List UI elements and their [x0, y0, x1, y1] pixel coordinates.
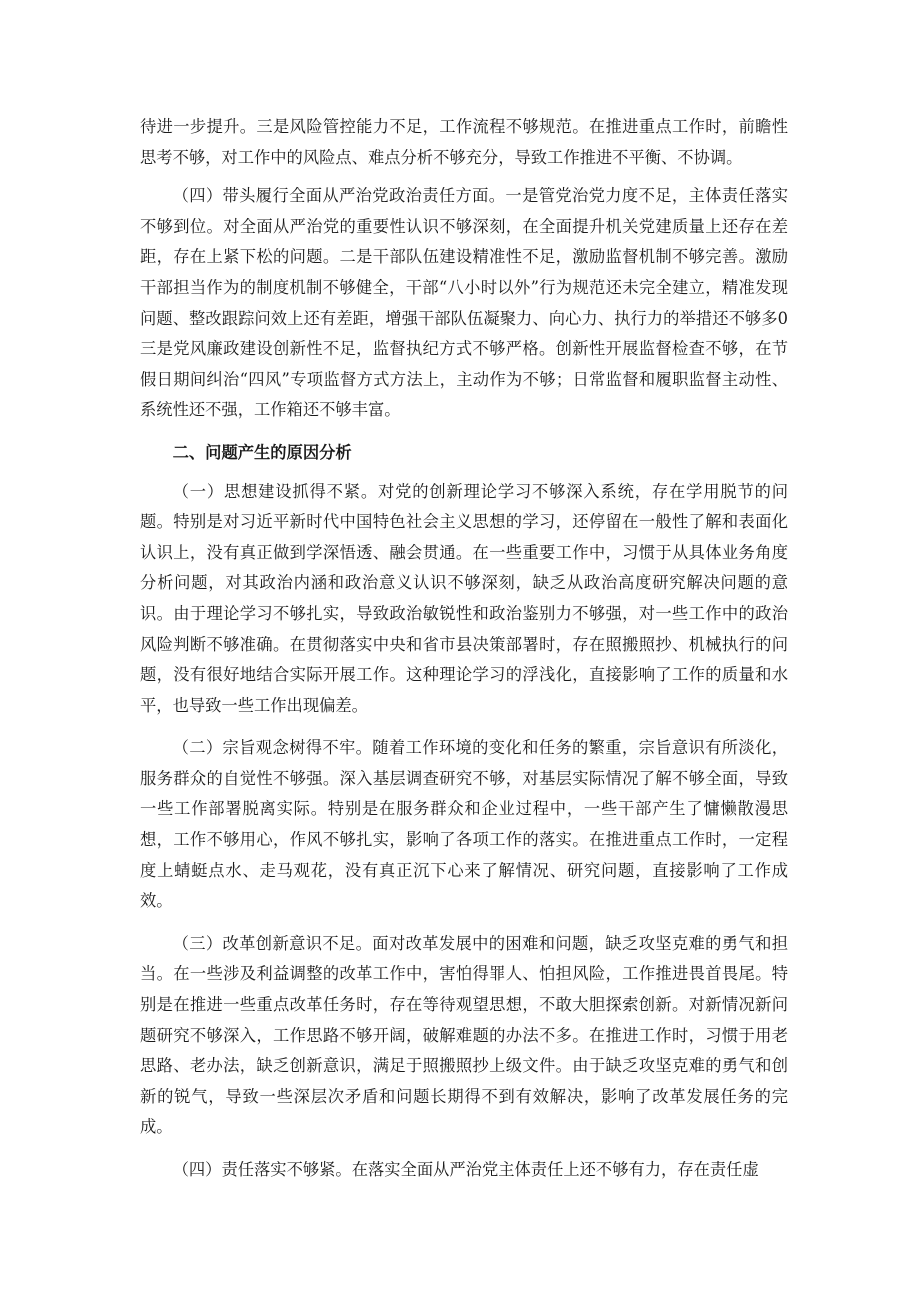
paragraph-cause-three-innovation: （三）改革创新意识不足。面对改革发展中的困难和问题，缺乏攻坚克难的勇气和担当。在一些涉及利益调整的改革工作中，害怕得罪人、怕担风险，工作推进畏首畏尾。特别是在推进一些重点改革任务时，存在等待观望思想，不敢大胆探索创新。对新情况新问题研究不够深入，工作思路不够开阔，破解难题的办法不多。在推进工作时，习惯于用老思路、老办法，缺乏创新意识，满足于照搬照抄上级文件。由于缺乏攻坚克难的勇气和创新的锐气，导致一些深层次矛盾和问题长期得不到有效解决，影响了改革发展任务的完成。 [140, 933, 788, 1137]
paragraph-cause-two-purpose: （二）宗旨观念树得不牢。随着工作环境的变化和任务的繁重，宗旨意识有所淡化，服务群众的自觉性不够强。深入基层调查研究不够，对基层实际情况了解不够全面，导致一些工作部署脱离实际。特别是在服务群众和企业过程中，一些干部产生了慵懒散漫思想，工作不够用心，作风不够扎实，影响了各项工作的落实。在推进重点工作时，一定程度上蜻蜓点水、走马观花，没有真正沉下心来了解情况、研究问题，直接影响了工作成效。 [140, 738, 788, 911]
section-heading-cause-analysis: 二、问题产生的原因分析 [172, 442, 352, 462]
paragraph-continuation: 待进一步提升。三是风险管控能力不足，工作流程不够规范。在推进重点工作时，前瞻性思考不够，对工作中的风险点、难点分析不够充分，导致工作推进不平衡、不协调。 [140, 117, 788, 167]
paragraph-section-four-responsibility: （四）带头履行全面从严治党政治责任方面。一是管党治党力度不足，主体责任落实不够到位。对全面从严治党的重要性认识不够深刻，在全面提升机关党建质量上还存在差距，存在上紧下松的问题。二是干部队伍建设精准性不足，激励监督机制不够完善。激励干部担当作为的制度机制不够健全，干部“八小时以外”行为规范还未完全建立，精准发现问题、整改跟踪问效上还有差距，增强干部队伍凝聚力、向心力、执行力的举措还不够多0三是党风廉政建设创新性不足，监督执纪方式不够严格。创新性开展监督检查不够，在节假日期间纠治“四风”专项监督方式方法上，主动作为不够；日常监督和履职监督主动性、系统性还不强，工作箱还不够丰富。 [140, 186, 788, 420]
document-page [140, 112, 788, 1186]
paragraph-cause-four-accountability: （四）责任落实不够紧。在落实全面从严治党主体责任上还不够有力，存在责任虚 [172, 1160, 759, 1179]
paragraph-cause-one-ideology: （一）思想建设抓得不紧。对党的创新理论学习不够深入系统，存在学用脱节的问题。特别是对习近平新时代中国特色社会主义思想的学习，还停留在一般性了解和表面化认识上，没有真正做到学深悟透、融会贯通。在一些重要工作中，习惯于从具体业务角度分析问题，对其政治内涵和政治意义认识不够深刻，缺乏从政治高度研究解决问题的意识。由于理论学习不够扎实，导致政治敏锐性和政治鉴别力不够强，对一些工作中的政治风险判断不够准确。在贯彻落实中央和省市县决策部署时，存在照搬照抄、机械执行的问题，没有很好地结合实际开展工作。这种理论学习的浮浅化，直接影响了工作的质量和水平，也导致一些工作出现偏差。 [140, 481, 788, 715]
